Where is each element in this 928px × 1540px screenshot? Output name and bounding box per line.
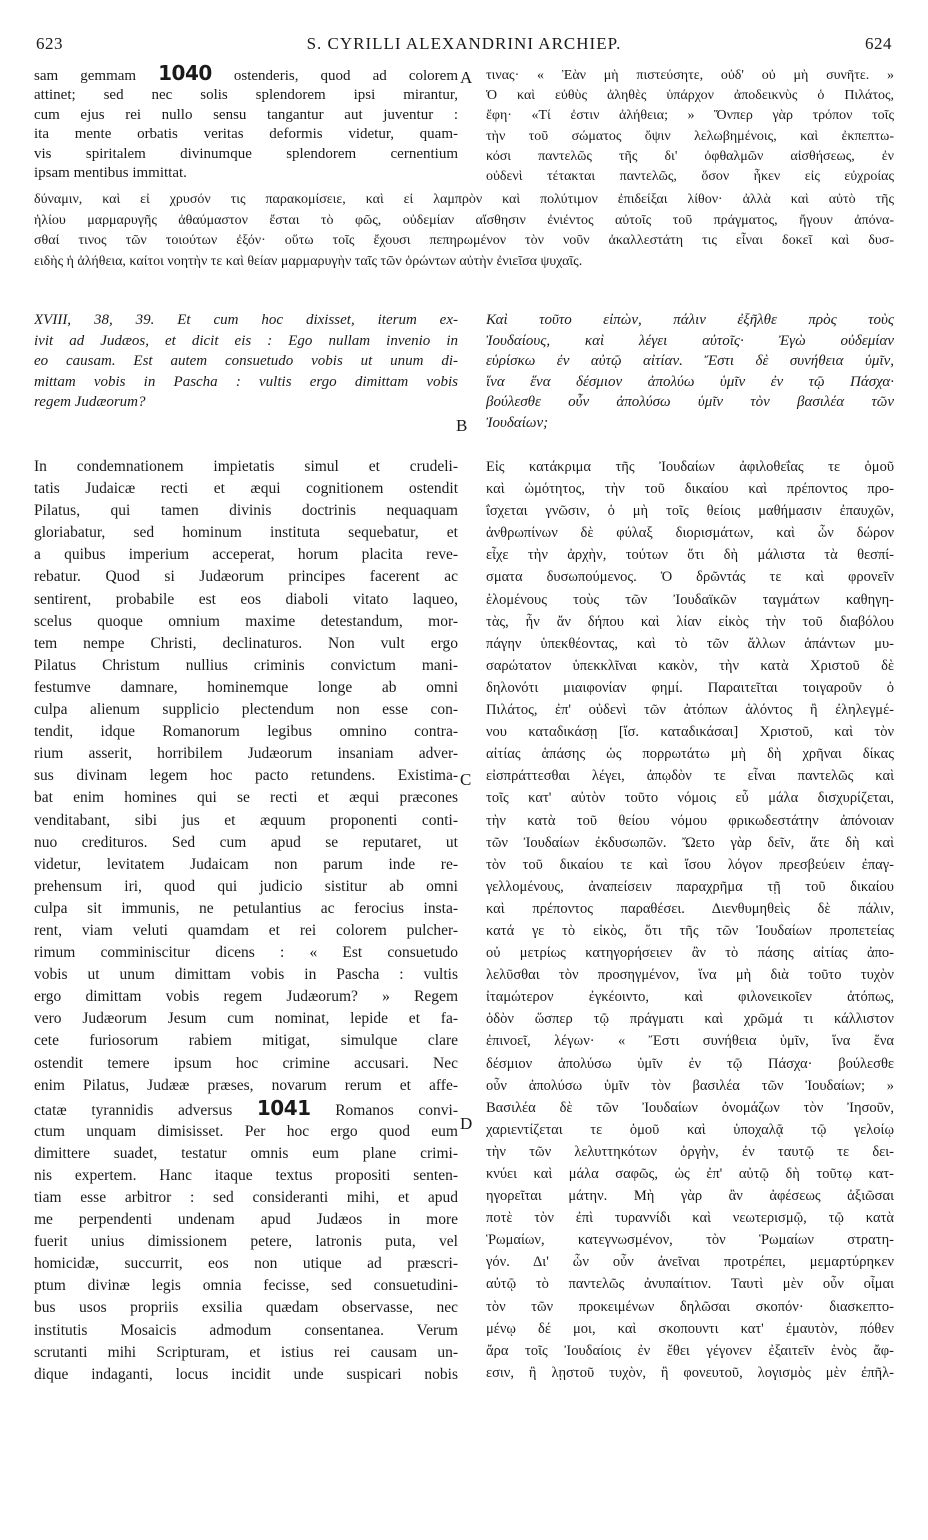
latin-line: scrutanti mihi Scripturam, et istius rei causam un- (34, 1343, 458, 1361)
greek-line: μένῳ δέ μοι, καὶ σκοπουντι κατ' ἐμαυτὸν, πόθεν (486, 1320, 894, 1337)
column-number-1040: 1040 (158, 64, 212, 85)
greek-line: δέσμιον ἀπολύσω ὑμῖν ἐν τῷ Πάσχα· βούλεσθε (486, 1055, 894, 1072)
latin-line: gloriabatur, sed hominum instituta sequebatur, et (34, 524, 458, 542)
latin-lemma-line: eo causam. Est autem consuetudo vobis ut unum di- (34, 353, 458, 369)
greek-line: τῶν Ἰουδαίων ἐκδυσωπῶν. Ὤετο γὰρ δεῖν, ἅτε δὴ καὶ (486, 834, 894, 851)
page-number-right: 624 (865, 34, 892, 53)
greek-line: οὐ μετρίως κατηγορήσειεν ἂν τὸ πάσης αἰτίας ἀπο- (486, 945, 894, 962)
latin-line: dimittere suadet, testatur omnis eum plane crimi- (34, 1144, 458, 1162)
latin-line: ipsam mentibus immittat. (34, 165, 187, 182)
greek-lemma-line: εὑρίσκω ἐν αὐτῷ αἰτίαν. Ἔστι δὲ συνήθεια ὑμῖν, (486, 353, 894, 369)
greek-line: Ὁ καὶ εὐθὺς ἀληθὲς ὑπάρχον ἀποδεικνὺς ὁ Πιλάτος, (486, 88, 894, 104)
margin-marker-c: C (460, 770, 472, 789)
latin-line: vis spiritalem divinumque splendorem cernentium (34, 145, 458, 162)
latin-column-top (34, 64, 458, 184)
greek-body (486, 456, 894, 1384)
latin-line: ctum unquam dimisisset. Per hoc ergo quod eum (34, 1122, 458, 1140)
greek-line: ἀνθρωπίνων δὲ φύλαξ διορισμάτων, καὶ ὧν δώρον (486, 525, 894, 542)
greek-line: εἶχε τὴν ἀρχὴν, τούτων ὅτι δὴ μάλιστα τὰ θεσπί- (486, 547, 894, 564)
latin-line: institutis Mosaicis admodum consentanea. Verum (34, 1321, 458, 1339)
greek-line: ηγορεῖται μάτην. Μὴ γὰρ ἂν ἀφέσεως ἀξιῶσαι (486, 1188, 894, 1205)
greek-line: τὴν κατὰ τοῦ θείου νόμου φρικωδεστάτην ἀπόνοιαν (486, 812, 894, 829)
latin-line: videtur, levitatem Judaicam non parum inde re- (34, 855, 458, 873)
latin-line: sus divinam legem hoc pacto retundens. Existima- (34, 767, 458, 785)
greek-line: νου καταδικάσῃ [ἴσ. καταδικάσαι] Χριστοῦ, καὶ τὸν (486, 724, 894, 741)
latin-line: attinet; sed nec solis splendorem ipsi mirantur, (34, 87, 458, 103)
greek-line: σθαί τινος τῶν τοιούτων ἐξόν· οὕτω τοῖς ἔχουσι πεπηρωμένον τὸν νοῦν ἀκαλλεστάτη τις εἶναι δοκεῖ καὶ δυσ- (34, 233, 894, 248)
latin-line: rent, viam veluti quamdam et rei colorem pulcher- (34, 921, 458, 939)
latin-line: me perpendenti undenam apud Judæos in more (34, 1211, 458, 1229)
latin-line: In condemnationem impietatis simul et crudeli- (34, 458, 458, 475)
greek-lemma-line: Ἰουδαίων; (486, 414, 549, 431)
greek-line: ἰταμώτερον ἐγκέοιντο, καὶ φιλονεικοῖεν ἀτόπως, (486, 989, 894, 1006)
latin-line: vobis ut unum dimittam vobis in Pascha : vultis (34, 966, 458, 984)
greek-line: εἰσπράττεσθαι λέγει, ἀπῳδὸν τε εἶναι παντελῶς καὶ (486, 768, 894, 785)
latin-line: ctatæ tyrannidis adversus 1041 Romanos convi- (34, 1096, 458, 1120)
latin-lemma-line: regem Judæorum? (34, 394, 146, 410)
greek-line: γόν. Δι' ὧν οὖν ἀνεῖναι προτρέπει, μεμαρτύρηκεν (486, 1254, 894, 1271)
greek-line: τὸν τῶν προκειμένων δηλῶσαι σκοπόν· διασκεπτο- (486, 1298, 894, 1315)
latin-line: sentirent, probabile est eos diaboli vitato laqueo, (34, 590, 458, 608)
latin-line: vero Judæorum Jesum cum nominat, lepide et fa- (34, 1010, 458, 1028)
greek-line: ΐσχεται γνῶσιν, ὁ μὴ τοῖς θείοις μαθήμασιν ἐπαυχῶν, (486, 503, 894, 520)
greek-line: ἄρα τοῖς Ἰουδαίοις ἐν ἔθει γέγονεν ἐξαιτεῖν ἑνὸς ἄφ- (486, 1342, 894, 1359)
latin-line: bat enim homines qui se recti et æqui præcones (34, 789, 458, 807)
greek-line: ἑλομένους τοὺς τῶν Ἰουδαϊκῶν ταγμάτων καθηγη- (486, 591, 894, 608)
greek-line: κατά γε τὸ εἰκὸς, ὅτι τῆς τῶν Ἰουδαίων προπετείας (486, 922, 894, 939)
greek-line: οὖν ἀπολύσω ὑμῖν τὸν βασιλέα τῶν Ἰουδαίων; » (486, 1077, 894, 1094)
latin-line: nis expertem. Hanc itaque textus propositi senten- (34, 1166, 458, 1184)
latin-line: Pilatus, qui tamen divinis doctrinis nequaquam (34, 502, 458, 520)
latin-line: tatis Judaicæ recti et æqui cognitionem ostendit (34, 480, 458, 498)
greek-lemma-line: Καὶ τοῦτο εἰπὼν, πάλιν ἐξῆλθε πρὸς τοὺς (486, 312, 894, 328)
latin-line: rium asserit, horribilem Judæorum insaniam adver- (34, 745, 458, 763)
greek-line: κόσι παντελῶς τῆς δι' ὀφθαλμῶν αἰσθήσεως, ἐν (486, 148, 894, 164)
page-number-left: 623 (36, 34, 63, 53)
greek-line: δηλονότι μιαιφονίαν φημί. Παραιτεῖται τοιγαροῦν ὁ (486, 679, 894, 696)
greek-lemma (486, 310, 894, 433)
running-title: S. CYRILLI ALEXANDRINI ARCHIEP. (306, 34, 622, 53)
latin-line: ostendit temere ipsum hoc crimine accusari. Nec (34, 1054, 458, 1072)
greek-line: γελλομένους, ἀναπείσειν παραχρῆμα τῇ τοῦ δικαίου (486, 878, 894, 895)
latin-line: Pilatus Christum nullius criminis convictum mani- (34, 656, 458, 674)
greek-line: αὐτῷ τὸ παντελῶς ἀνυπαίτιον. Ταυτὶ μὲν οὖν οἶμαι (486, 1276, 894, 1293)
latin-line: fuerit unius dimissionem petere, latronis puta, vel (34, 1233, 458, 1251)
greek-line: Ῥωμαίων, κατεγνωσμένον, τὸν Ῥωμαίων στρατη- (486, 1232, 894, 1249)
greek-line: ἐπινοεῖ, λέγων· « Ἔστι συνήθεια ὑμῖν, ἵνα ἕνα (486, 1033, 894, 1050)
latin-line: scelus quoque omnium maxime detestandum, mor- (34, 612, 458, 630)
latin-line: cete furiosorum rabiem mitigat, simulque clare (34, 1032, 458, 1050)
greek-line: κνύει καὶ μάλα σαφῶς, ὡς ἐπ' αὐτῷ δὴ τοῦτῳ κατ- (486, 1166, 894, 1182)
latin-lemma-line: ivit ad Judæos, et dicit eis : Ego nullam invenio in (34, 332, 458, 349)
latin-line: festumve damnare, hominemque longe ab omni (34, 678, 458, 696)
greek-lemma-line: βούλεσθε οὖν ἀπολύσω ὑμῖν τὸν βασιλέα τῶν (486, 394, 894, 410)
latin-line: rebatur. Quod si Judæorum principes facerent ac (34, 568, 458, 586)
latin-line: culpa alienum supplicio plectendum non esse con- (34, 701, 458, 719)
latin-line: tiam esse arbitror : sed consideranti mihi, et apud (34, 1189, 458, 1206)
latin-line: dique indaganti, locus incidit unde suspicari nobis (34, 1365, 458, 1383)
greek-line: σαρώτατον ὑπεκκλῖναι κακὸν, τὴν κατὰ Χριστοῦ δὲ (486, 657, 894, 674)
greek-line: τινας· « Ἐὰν μὴ πιστεύσητε, οὐδ' οὐ μὴ συνῆτε. » (486, 68, 894, 83)
greek-line: ἡλίου μαρμαρυγῆς ἀθαύμαστον ἔσται τὸ φῶς, οὐδεμίαν αἴσθησιν ἐνιέντος αὐτοῖς τοῦ πράγματος, ἤγουν ἀπόνα- (34, 212, 894, 228)
latin-line: tem nempe Christi, declinaturos. Non vult ergo (34, 634, 458, 652)
greek-line: ειδὴς ἡ ἀλήθεια, καίτοι νοητὴν τε καὶ θείαν μαρμαρυγὴν ταῖς τῶν ὁρώντων αὐτὴν ἐνιεῖσα ψυχαῖς. (34, 253, 583, 269)
greek-line: οὐδενὶ τέτακται παντελῶς, ὅσον ἦκεν εἰς εὐχροίας (486, 169, 894, 185)
greek-line: χαριεντίζεται τε ὁμοῦ καὶ ὑποχαλᾷ τῷ γελοίῳ (486, 1121, 894, 1138)
latin-line: ergo dimittam vobis regem Judæorum? » Regem (34, 988, 458, 1006)
greek-lemma-line: Ἰουδαίους, καὶ λέγει αὐτοῖς· Ἐγὼ οὐδεμίαν (486, 332, 894, 349)
latin-line: a quibus imperium acceperat, horum placita reve- (34, 546, 458, 564)
greek-line: καὶ πρέποντος παραθέσει. Διενθυμηθεὶς δὲ πάλιν, (486, 900, 894, 917)
greek-line: αἰτίας ἁπάσης ὡς πορρωτάτω μὴ δὴ χρῆναι δίκας (486, 746, 894, 763)
greek-column-top (486, 66, 894, 187)
margin-marker-d: D (460, 1114, 473, 1133)
latin-line: prehensum iri, quod qui judicio sistitur ab omni (34, 877, 458, 895)
latin-lemma-line: XVIII, 38, 39. Et cum hoc dixisset, iterum ex- (34, 312, 458, 328)
greek-line: εσιν, ἢ λῃστοῦ τυχὸν, ἢ φονευτοῦ, λογισμὸς μὲν ἐπῆλ- (486, 1364, 894, 1381)
greek-line: τὴν τοῦ σώματος ὄψιν λελωβημένοις, καὶ ἐκπεπτω- (486, 128, 894, 144)
latin-lemma-line: mittam vobis in Pascha : vultis ergo dimittam vobis (34, 373, 458, 390)
margin-marker-a: A (460, 68, 473, 87)
latin-line: venditabant, sibi jus et æquum proponenti conti- (34, 811, 458, 829)
latin-line: sam gemmam 1040 ostenderis, quod ad colorem (34, 64, 458, 86)
latin-line: ptum divinæ legis omnia fecisse, sed consuetudini- (34, 1277, 458, 1295)
margin-marker-b: B (456, 416, 468, 435)
greek-full-width (34, 190, 894, 272)
greek-line: ὁδὸν ὥσπερ τῷ πράγματι καὶ χρῶμά τι κάλλιστον (486, 1011, 894, 1028)
greek-line: Εἰς κατάκριμα τῆς Ἰουδαίων ἀφιλοθεΐας τε ὁμοῦ (486, 459, 894, 475)
column-number-1041: 1041 (256, 1096, 311, 1120)
greek-line: τὸν τοῦ δικαίου τε καὶ ἴσου λόγον πρεσβεύειν ἐπαγ- (486, 856, 894, 873)
latin-line: rimum comminiscitur dicens : « Est consuetudo (34, 944, 458, 962)
greek-line: λελῦσθαι τὸν προσηγμένον, ἵνα μὴ διὰ τοῦτο τυχὸν (486, 967, 894, 984)
greek-line: σματα δυσωπούμενος. Ὁ δρῶντάς τε καὶ φρονεῖν (486, 569, 894, 586)
latin-line: tendit, idque Romanorum legibus omnino contra- (34, 723, 458, 741)
greek-line: τοῖς κατ' αὐτὸν τοῦτο νόμοις εὖ μάλα δισχυρίζεται, (486, 790, 894, 807)
greek-line: πάγην ὑπεκθέοντας, καὶ τὸ τῶν ἄλλων ἁπάντων μυ- (486, 635, 894, 652)
latin-line: enim Pilatus, Judææ præses, novarum rerum et affe- (34, 1076, 458, 1094)
latin-line: cum ejus rei nullo sensu tangantur aut juventur : (34, 106, 458, 123)
latin-line: bus usos propriis exsilia quædam observasse, nec (34, 1299, 458, 1317)
greek-lemma-line: ἵνα ἕνα δέσμιον ἀπολύω ὑμῖν ἐν τῷ Πάσχα· (486, 373, 894, 390)
greek-line: δύναμιν, καὶ εἰ χρυσόν τις παρακομίσειε, καὶ εἰ λαμπρὸν καὶ πολύτιμον ἐπιδείξαι λίθον· ἀλλὰ καὶ αὐτὸ τῆς (34, 192, 894, 207)
greek-line: καὶ ὠμότητος, τὴν τοῦ δικαίου καὶ πρέποντος προ- (486, 481, 894, 498)
latin-line: homicidæ, succurrit, eos non utique ad præscri- (34, 1255, 458, 1273)
latin-line: culpa sit immunis, ne petulantius ac ferocius insta- (34, 899, 458, 917)
greek-line: Πιλάτος, ἐπ' οὐδενὶ τῶν ἀτόπων ἁλόντος ἢ ἐληλεγμέ- (486, 702, 894, 719)
greek-line: ἔφη· «Τί ἐστιν ἀλήθεια; » Ὅνπερ γὰρ τρόπον τοῖς (486, 108, 894, 124)
greek-line: τὴν τῶν λελυττηκότων ὀργὴν, ἐν ταυτῷ τε δει- (486, 1143, 894, 1160)
latin-lemma (34, 310, 458, 413)
greek-line: τὰς, ἦν ἄν δήπου καὶ λίαν εἰκὸς τὴν τοῦ διαβόλου (486, 613, 894, 630)
running-header (36, 34, 892, 58)
latin-body (34, 456, 458, 1386)
greek-line: ποτὲ τὸν ἐπὶ τυραννίδι καὶ νεωτερισμῷ, τῷ κατὰ (486, 1210, 894, 1227)
latin-line: ita mente orbatis veritas deformis videtur, quam- (34, 126, 458, 143)
latin-line: nuo credituros. Sed cum apud se reputaret, ut (34, 833, 458, 851)
greek-line: Βασιλέα δὲ τῶν Ἰουδαίων ὀνομάζων τὸν Ἰησοῦν, (486, 1099, 894, 1116)
